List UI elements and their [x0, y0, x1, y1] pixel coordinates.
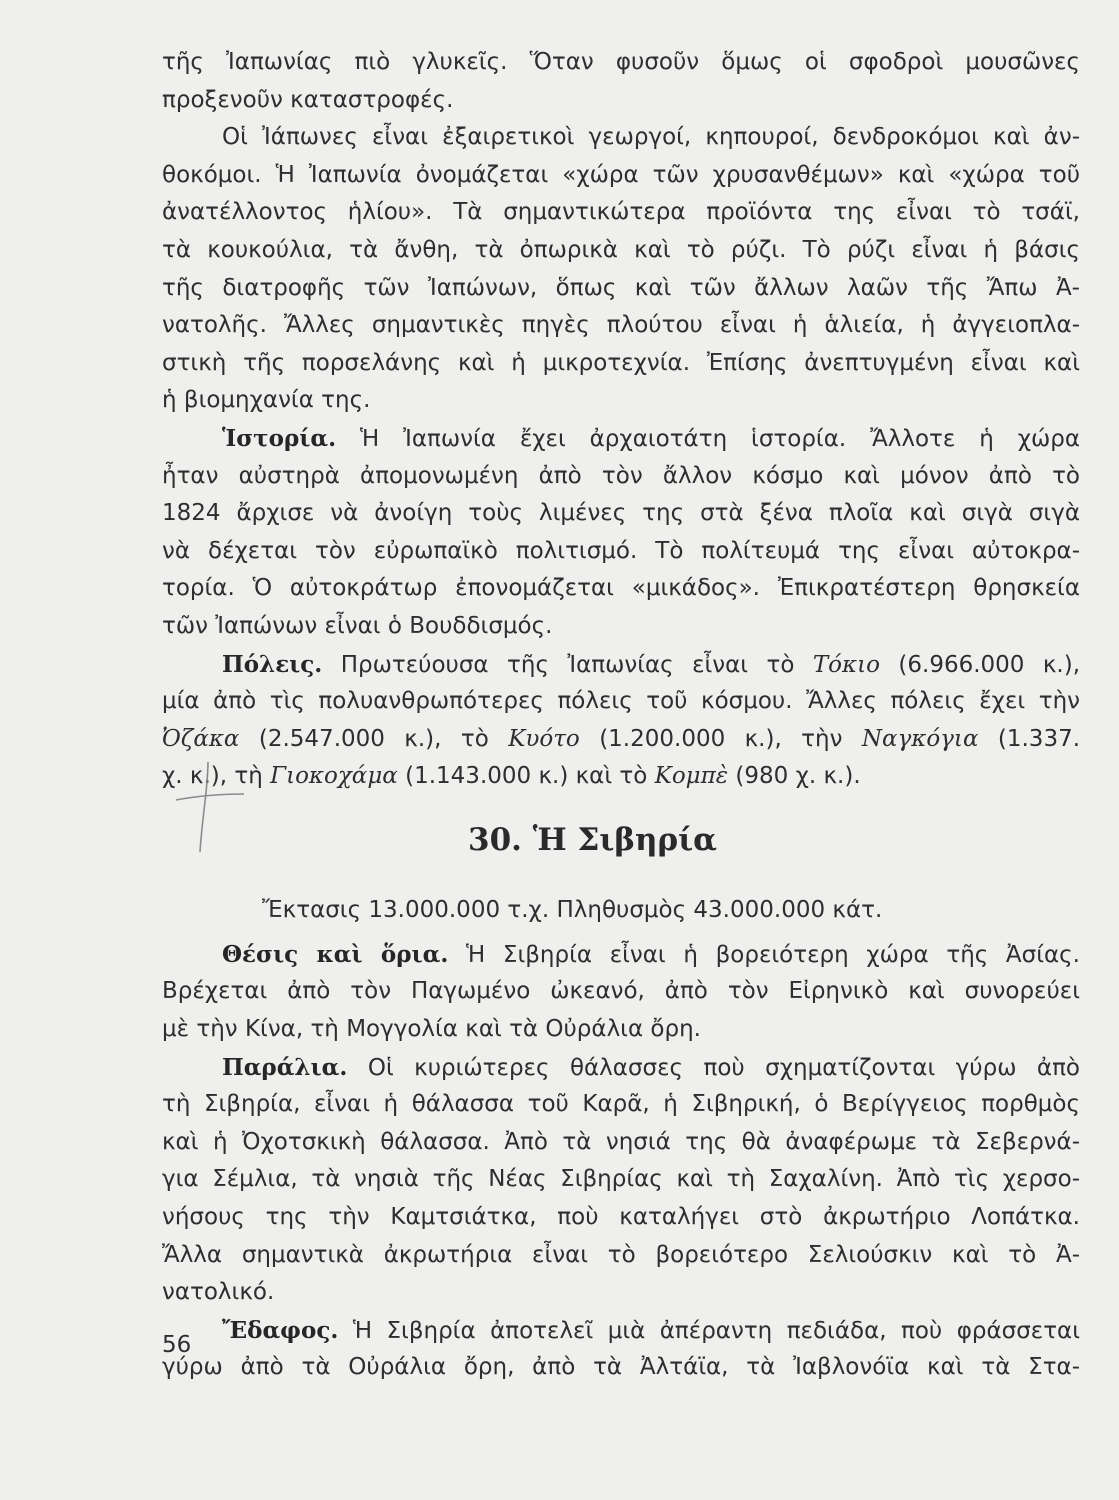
history-lead: Ἱστορία. — [222, 424, 337, 452]
text-line: τῶν Ἰαπώνων εἶναι ὁ Βουδδισμός. — [162, 612, 553, 639]
text-line: για Σέμλια, τὰ νησιὰ τῆς Νέας Σιβηρίας καὶ τὴ Σαχαλίνη. Ἀπὸ τὶς χερσο- — [162, 1166, 1080, 1193]
text-line: μὲ τὴν Κίνα, τὴ Μογγολία καὶ τὰ Οὐράλια ὄρη. — [162, 1016, 701, 1043]
text-line: μία ἀπὸ τὶς πολυανθρωπότερες πόλεις τοῦ κόσμου. Ἄλλες πόλεις ἔχει τὴν — [162, 688, 1080, 715]
text-fragment: (1.200.000 κ.), τὴν — [599, 725, 843, 752]
text-line — [162, 721, 1080, 759]
text-line: Ἄλλα σημαντικὰ ἀκρωτήρια εἶναι τὸ βορειότερο Σελιούσκιν καὶ τὸ Ἀ- — [162, 1241, 1080, 1268]
text-line: ἦταν αὐστηρὰ ἀπομονωμένη ἀπὸ τὸν ἄλλον κόσμο καὶ μόνον ἀπὸ τὸ — [162, 462, 1080, 489]
text-line: τορία. Ὁ αὐτοκράτωρ ἐπονομάζεται «μικάδος». Ἐπικρατέστερη θρησκεία — [162, 575, 1080, 602]
text-line: γύρω ἀπὸ τὰ Οὐράλια ὄρη, ἀπὸ τὰ Ἀλτάϊα, τὰ Ἰαβλονόϊα καὶ τὰ Στα- — [162, 1354, 1080, 1381]
terrain-lead: Ἔδαφος. — [222, 1316, 339, 1344]
paragraph-cities — [162, 646, 1080, 684]
page-number: 56 — [162, 1332, 192, 1358]
stats-line: Ἔκτασις 13.000.000 τ.χ. Πληθυσμὸς 43.000.000 κάτ. — [262, 896, 883, 923]
text-fragment: (6.966.000 κ.), — [898, 651, 1081, 678]
text-line: τὴ Σιβηρία, εἶναι ἡ θάλασσα τοῦ Καρᾶ, ἡ Σιβηρική, ὁ Βερίγγειος πορθμὸς — [162, 1091, 1080, 1118]
text-line: ἀνατέλλοντος ἡλίου». Τὰ σημαντικώτερα προϊόντα της εἶναι τὸ τσάϊ, — [162, 199, 1080, 226]
city-name: Κυότο — [508, 725, 580, 752]
text-line: τὰ κουκούλια, τὰ ἄνθη, τὰ ὀπωρικὰ καὶ τὸ ρύζι. Τὸ ρύζι εἶναι ἡ βάσις — [162, 236, 1080, 263]
text-line: νήσους της τὴν Καμτσιάτκα, ποὺ καταλήγει στὸ ἀκρωτήριο Λοπάτκα. — [162, 1204, 1080, 1231]
paragraph-position — [162, 936, 1080, 974]
text-fragment: χ. κ.), τὴ — [162, 763, 263, 790]
text-line: καὶ ἡ Ὀχοτσκικὴ θάλασσα. Ἀπὸ τὰ νησιά της θὰ ἀναφέρωμε τὰ Σεβερνά- — [162, 1128, 1080, 1155]
pencil-cross-mark — [172, 748, 252, 858]
city-name: Τόκιο — [812, 651, 880, 678]
page-body — [162, 44, 1080, 1387]
text-line: Οἱ κυριώτερες θάλασσες ποὺ σχηματίζονται γύρω ἀπὸ — [367, 1054, 1080, 1081]
city-name: Ὀζάκα — [162, 725, 240, 752]
text-fragment: (1.143.000 κ.) καὶ τὸ — [405, 763, 648, 790]
text-line: Ἡ Σιβηρία εἶναι ἡ βορειότερη χώρα τῆς Ἀσίας. — [466, 941, 1080, 968]
text-line: 1824 ἄρχισε νὰ ἀνοίγη τοὺς λιμένες της στὰ ξένα πλοῖα καὶ σιγὰ σιγὰ — [162, 500, 1080, 527]
city-name: Γιοκοχάμα — [270, 763, 398, 790]
text-line — [162, 758, 1080, 796]
position-lead: Θέσις καὶ ὅρια. — [222, 940, 449, 968]
text-line: Οἱ Ἰάπωνες εἶναι ἐξαιρετικοὶ γεωργοί, κηπουροί, δενδροκόμοι καὶ ἀν- — [222, 124, 1080, 151]
text-line: στικὴ τῆς πορσελάνης καὶ ἡ μικροτεχνία. Ἐπίσης ἀνεπτυγμένη εἶναι καὶ — [162, 349, 1080, 376]
text-line: νὰ δέχεται τὸν εὐρωπαϊκὸ πολιτισμό. Τὸ πολίτευμά της εἶναι αὐτοκρα- — [162, 537, 1080, 564]
paragraph-history — [162, 420, 1080, 458]
text-fragment: (1.337. — [997, 725, 1081, 752]
text-line: θοκόμοι. Ἡ Ἰαπωνία ὀνομάζεται «χώρα τῶν χρυσανθέμων» καὶ «χώρα τοῦ — [162, 161, 1080, 188]
coasts-lead: Παράλια. — [222, 1053, 348, 1081]
text-line: νατολῆς. Ἄλλες σημαντικὲς πηγὲς πλούτου εἶναι ἡ ἁλιεία, ἡ ἀγγειοπλα- — [162, 312, 1080, 339]
cities-lead: Πόλεις. — [222, 650, 323, 678]
paragraph-coasts — [162, 1049, 1080, 1087]
text-fragment: Πρωτεύουσα τῆς Ἰαπωνίας εἶναι τὸ — [340, 651, 795, 678]
text-line: ἡ βιομηχανία της. — [162, 387, 371, 414]
text-line: Βρέχεται ἀπὸ τὸν Παγωμένο ὠκεανό, ἀπὸ τὸν Εἰρηνικὸ καὶ συνορεύει — [162, 978, 1080, 1005]
stats-block — [162, 886, 1080, 936]
paragraph-terrain — [162, 1312, 1080, 1350]
text-fragment: (2.547.000 κ.), τὸ — [258, 725, 489, 752]
city-name: Κομπὲ — [654, 763, 729, 790]
city-name: Ναγκόγια — [861, 725, 979, 752]
text-line: τῆς Ἰαπωνίας πιὸ γλυκεῖς. Ὅταν φυσοῦν ὅμως οἱ σφοδροὶ μουσῶνες — [162, 49, 1080, 75]
section-heading-block — [162, 796, 1080, 886]
text-line: προξενοῦν καταστροφές. — [162, 86, 454, 113]
text-fragment: (980 χ. κ.). — [735, 763, 861, 790]
section-heading: 30. Ἡ Σιβηρία — [468, 821, 717, 858]
text-line: Ἡ Σιβηρία ἀποτελεῖ μιὰ ἀπέραντη πεδιάδα, ποὺ φράσσεται — [352, 1317, 1080, 1344]
text-line: τῆς διατροφῆς τῶν Ἰαπώνων, ὅπως καὶ τῶν ἄλλων λαῶν τῆς Ἄπω Ἀ- — [162, 274, 1080, 301]
text-line: Ἡ Ἰαπωνία ἔχει ἀρχαιοτάτη ἱστορία. Ἄλλοτε ἡ χώρα — [360, 425, 1080, 452]
text-line: νατολικό. — [162, 1279, 275, 1306]
